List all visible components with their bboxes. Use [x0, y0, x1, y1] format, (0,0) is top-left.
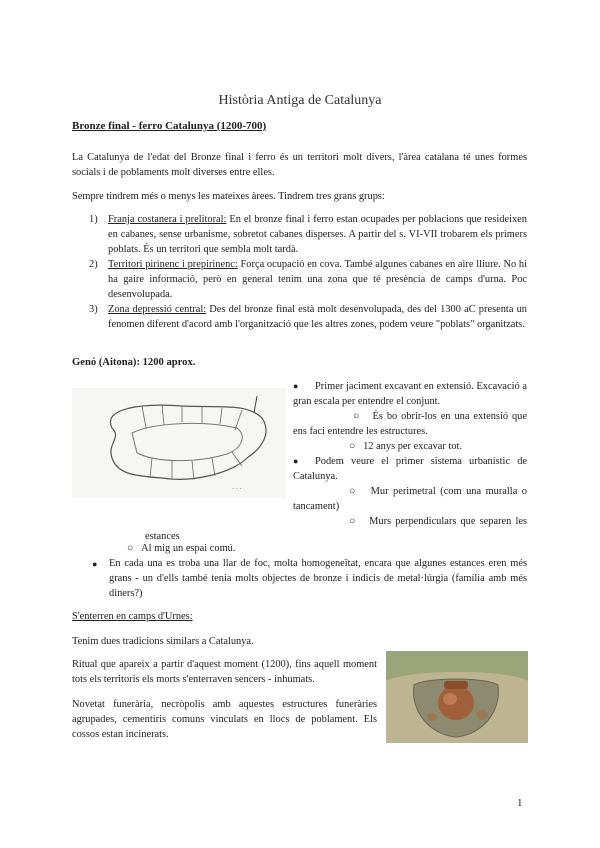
- site-plan-image: [72, 388, 286, 498]
- geno-bullet-2: ● Podem veure el primer sistema urbanístic de Catalunya.: [293, 456, 527, 482]
- filled-bullet-icon: ●: [293, 381, 299, 391]
- list-item: 1) Franja costanera i prelitoral: En el bronze final i ferro estan ocupades per poblacions que resideixen en cabanes, sense urbanisme, sobretot cabanes disperses. A partir del s. VI-VII trobarem els primers poblats. És un territori que sembla molt tardà.: [89, 214, 527, 255]
- hollow-bullet-icon: ○: [349, 516, 370, 527]
- geno-subbullet-1: ○ És bo obrir-los en una extensió que ens faci entendre les estructures.: [293, 411, 527, 437]
- hollow-bullet-icon: ○: [349, 486, 371, 497]
- geno-subbullet-2: ○ 12 anys per excavar tot.: [349, 441, 463, 452]
- hollow-bullet-icon: ○: [349, 441, 364, 452]
- page-number: 1: [517, 797, 523, 809]
- section-heading-geno: Genó (Aitona): 1200 aprox.: [72, 357, 196, 368]
- groups-list: [72, 212, 527, 332]
- paragraph-tradicions: Tenim dues tradicions similars a Catalunya.: [72, 636, 254, 647]
- geno-bullet-3: ● En cada una es troba una llar de foc, molta homogeneïtat, encara que algunes estances eren més grans - un d'ells també tenia molts objectes de bronze i indicis de metal·lúrgia (família amb més diners?): [92, 558, 527, 599]
- filled-bullet-icon: ●: [293, 456, 299, 466]
- geno-bullet-1: ● Primer jaciment excavant en extensió. Excavació a gran escala per entendre el conjunt.: [293, 381, 527, 407]
- hollow-bullet-icon: ○: [127, 543, 142, 554]
- geno-subbullet-5: ○ Al mig un espai comú.: [127, 543, 236, 554]
- hollow-bullet-icon: ○: [353, 411, 373, 422]
- list-item: 2) Territori pirinenc i prepirinenc: Força ocupació en cova. També algunes cabanes en aire lliure. No hi ha gaire informació, però en general tenim una zona que té presència de camps d'urna. Poc desenvolupada.: [89, 259, 528, 300]
- svg-text:- - -: - - -: [232, 486, 242, 492]
- urn-burial-image: [386, 651, 528, 743]
- paragraph-intro: La Catalunya de l'edat del Bronze final i ferro és un territori molt divers, l'àrea catalana té unes formes socials i de poblaments molt diverses entre elles.: [72, 152, 527, 178]
- paragraph-ritual: Ritual que apareix a partir d'aquest moment (1200), fins aquell moment tots els territoris els morts s'enterraven sencers - inhumats.: [72, 659, 377, 685]
- page-title: Història Antiga de Catalunya: [218, 93, 382, 108]
- list-item: 3) Zona depressió central: Des del bronze final està molt desenvolupada, des del 1300 aC presenta un fenomen diferent d'acord amb l'organització que les altres zones, podem veure "poblats" organitzats.: [89, 304, 527, 330]
- section-heading-urnes: S'enterren en camps d'Urnes:: [72, 611, 193, 622]
- geno-subbullet-3: ○ Mur perimetral (com una muralla o tancament): [293, 486, 527, 512]
- section-heading-bronze: Bronze final - ferro Catalunya (1200-700): [72, 120, 267, 132]
- paragraph-groups: Sempre tindrem més o menys les mateixes àrees. Tindrem tres grans grups:: [72, 191, 385, 202]
- geno-subbullet-4: ○ Murs perpendiculars que separen les estances: [145, 516, 527, 542]
- filled-bullet-icon: ●: [92, 559, 98, 569]
- paragraph-novetat: Novetat funerària, necròpolis amb aquestes estructures funeràries agrupades, cementiris comuns vinculats en llocs de poblament. Els cossos estan incinerats.: [72, 699, 377, 740]
